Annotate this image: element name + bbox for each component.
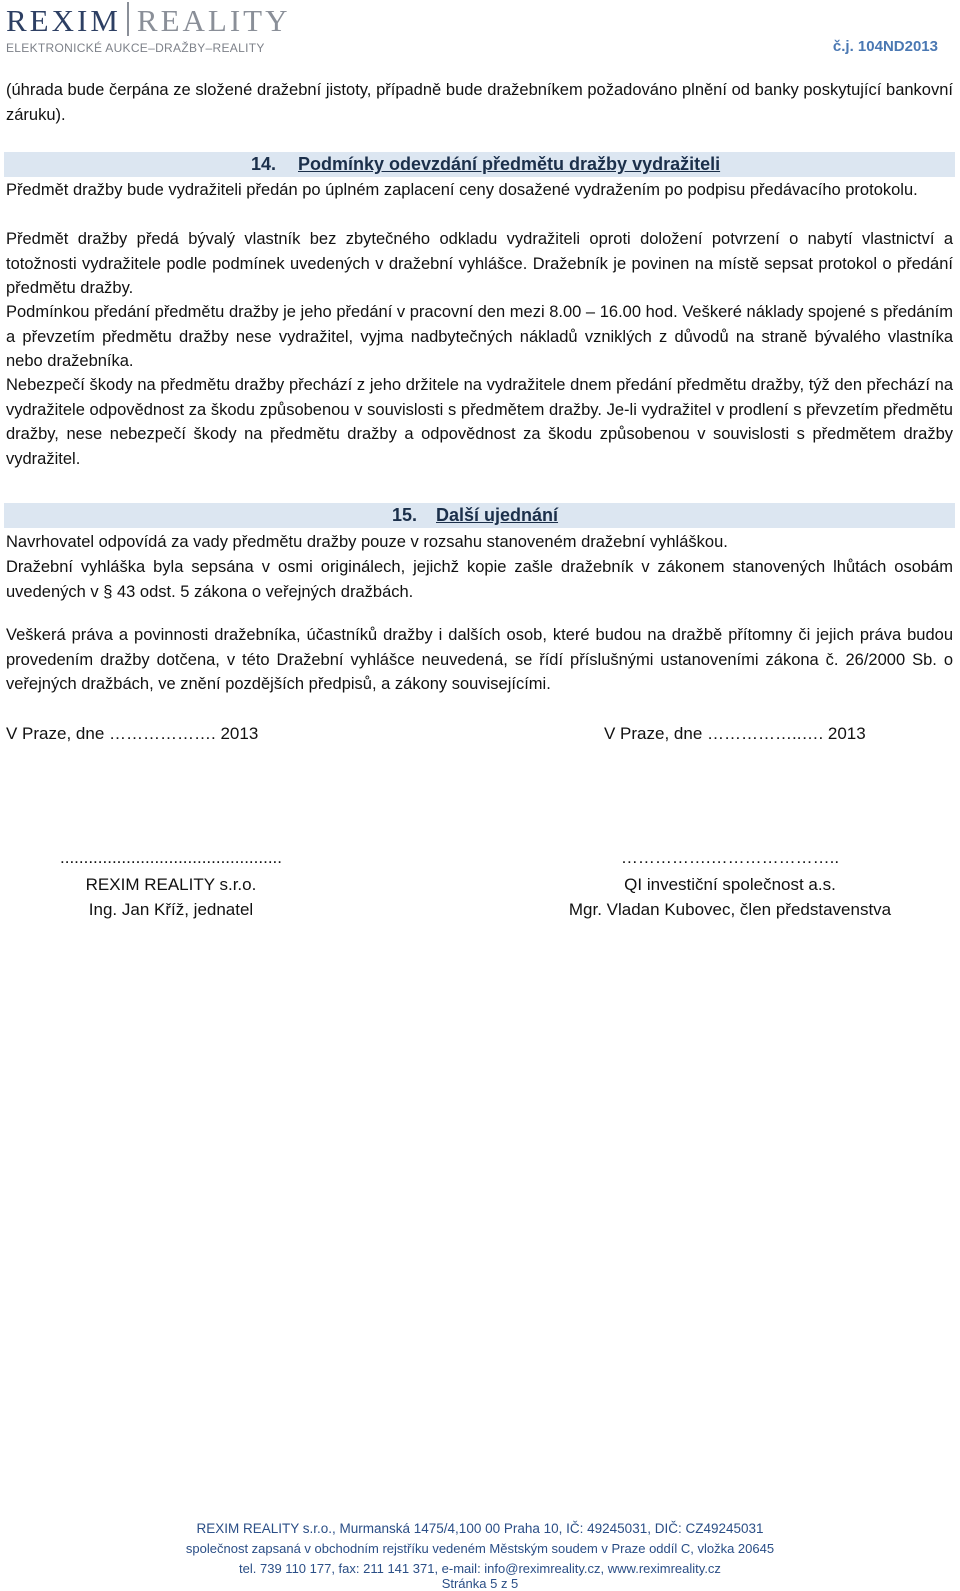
logo-wordmark — [6, 2, 290, 40]
section-14-paragraph-3: Podmínkou předání předmětu dražby je jeho předání v pracovní den mezi 8.00 – 16.00 hod. Veškeré náklady spojené s předáním a převzetím předmětu dražby nese vydražitel, vyjma nadbytečných nákladů vzniklých z důvodů na straně bývalého vlastníka nebo dražebníka. — [6, 303, 953, 370]
footer-registry-line: společnost zapsaná v obchodním rejstříku vedeném Městským soudem v Praze oddíl C, vložka 20645 — [185, 1541, 775, 1556]
logo-main-text: REXIM — [6, 3, 121, 38]
company-logo — [6, 2, 291, 58]
logo-tagline: ELEKTRONICKÉ AUKCE–DRAŽBY–REALITY — [6, 41, 265, 55]
section-15-heading — [4, 503, 955, 528]
reference-number: č.j. 104ND2013 — [832, 38, 938, 55]
right-signatory-company: QI investiční společnost a.s. — [624, 875, 836, 894]
section-15-number: 15. — [392, 505, 418, 525]
right-place-date: V Praze, dne ……………..…. 2013 — [604, 724, 866, 743]
right-signature-line: …………….………………….. — [620, 848, 840, 867]
intro-paragraph: (úhrada bude čerpána ze složené dražební jistoty, případně bude dražebníkem požadováno plnění od banky poskytující bankovní záruku). — [6, 81, 953, 124]
section-14-heading — [4, 152, 955, 177]
section-14-paragraph-1: Předmět dražby bude vydražiteli předán po úplném zaplacení ceny dosažené vydražením po podpisu předávacího protokolu. — [6, 181, 918, 199]
section-15-paragraph-2: Dražební vyhláška byla sepsána v osmi originálech, jejichž kopie zašle dražebník v zákonem stanovených lhůtách osobám uvedených v § 43 odst. 5 zákona o veřejných dražbách. — [6, 558, 953, 601]
left-signatory-company: REXIM REALITY s.r.o. — [85, 875, 257, 894]
section-14-title: Podmínky odevzdání předmětu dražby vydražiteli — [298, 154, 721, 174]
left-place-date: V Praze, dne ………………. 2013 — [6, 724, 259, 743]
section-14-number: 14. — [251, 154, 277, 174]
section-14-paragraph-2: Předmět dražby předá bývalý vlastník bez zbytečného odkladu vydražiteli oproti doložení potvrzení o nabytí vlastnictví a totožnosti vydražitele podle podmínek uvedených v dražební vyhlášce. Dražebník je povinen na místě sepsat protokol o předání předmětu dražby. — [6, 230, 953, 297]
section-15-paragraph-1: Navrhovatel odpovídá za vady předmětu dražby pouze v rozsahu stanoveném dražební vyhláškou. — [6, 533, 728, 551]
section-14-paragraph-4: Nebezpečí škody na předmětu dražby přechází z jeho držitele na vydražitele dnem předání předmětu dražby, týž den přechází na vydražitele odpovědnost za škodu způsobenou v souvislosti s předmětem dražby. Je-li vydražitel v prodlení s převzetím předmětu dražby, nese nebezpečí škody na předmětu dražby a odpovědnost za škodu způsobenou v souvislosti s předmětem dražby vydražitel. — [6, 376, 953, 468]
footer-contact-line: tel. 739 110 177, fax: 211 141 371, e-mail: info@reximreality.cz, www.reximreality.cz — [239, 1561, 721, 1576]
logo-divider — [127, 2, 129, 36]
footer-company-line: REXIM REALITY s.r.o., Murmanská 1475/4,100 00 Praha 10, IČ: 49245031, DIČ: CZ49245031 — [196, 1521, 764, 1536]
right-signatory-name: Mgr. Vladan Kubovec, člen představenstva — [568, 900, 892, 919]
logo-second-text: REALITY — [136, 3, 291, 38]
left-signatory-name: Ing. Jan Kříž, jednatel — [88, 900, 254, 919]
page-number: Stránka 5 z 5 — [441, 1576, 519, 1591]
section-15-paragraph-3: Veškerá práva a povinnosti dražebníka, účastníků dražby i dalších osob, které budou na dražbě přítomny či jejich práva budou provedením dražby dotčena, v této Dražební vyhlášce neuvedená, se řídí příslušnými ustanoveními zákona č. 26/2000 Sb. o veřejných dražbách, ve znění pozdějších předpisů, a zákony souvisejícími. — [6, 626, 953, 693]
section-15-title: Další ujednání — [436, 505, 559, 525]
left-signature-line: ............................................... — [60, 848, 282, 867]
